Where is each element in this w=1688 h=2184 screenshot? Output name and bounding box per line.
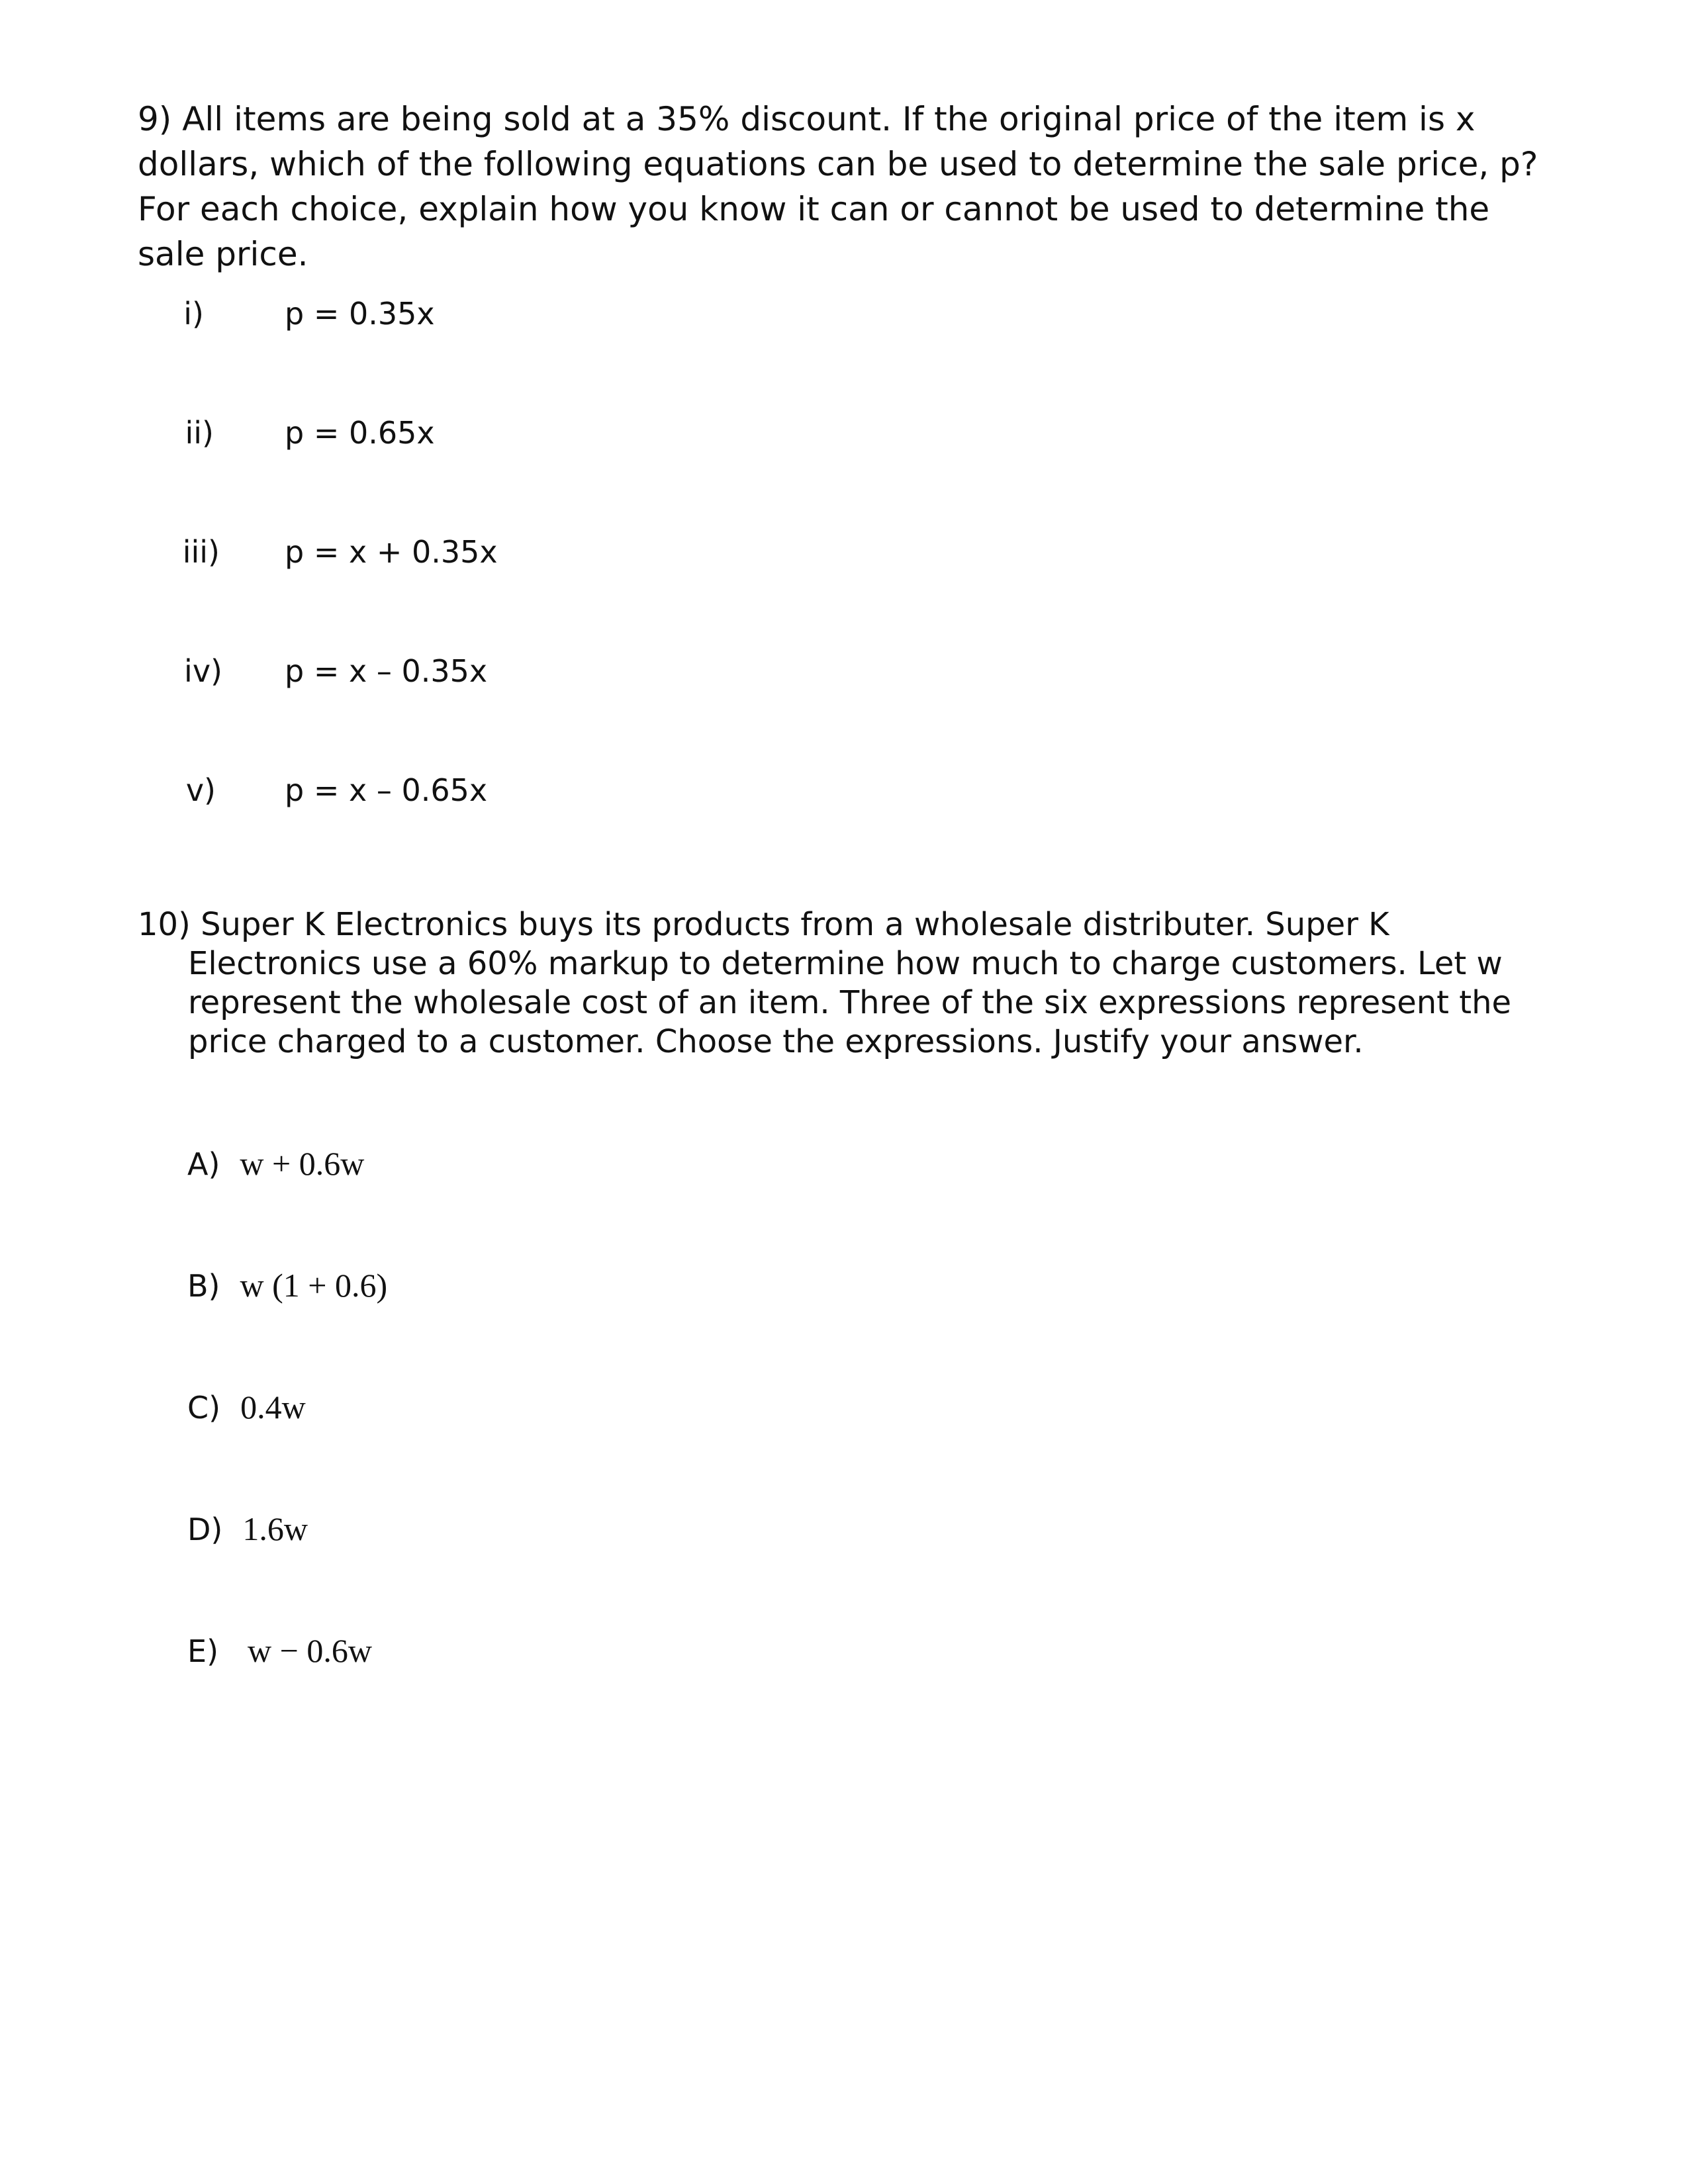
choice-equation: p = x – 0.35x (285, 653, 488, 689)
q10-choice-c (187, 1387, 306, 1428)
question-9-prompt: 9) All items are being sold at a 35% discount. If the original price of the item is x dollars, which of the following equations can be used to determine the sale price, p? For each choice, explain how you know it can or cannot be used to determine the sale price. (138, 100, 1538, 273)
choice-label: D) (187, 1512, 223, 1547)
choice-label: C) (187, 1390, 221, 1426)
choice-equation: p = 0.65x (285, 415, 435, 451)
choice-label: E) (187, 1633, 219, 1669)
choice-label: v) (185, 772, 216, 808)
choice-equation: p = 0.35x (285, 296, 435, 332)
choice-expression: w + 0.6w (240, 1145, 365, 1182)
choice-expression: 1.6w (242, 1510, 308, 1547)
choice-label: i) (183, 296, 204, 332)
q10-choice-e (187, 1631, 372, 1671)
question-10-prompt: 10) Super K Electronics buys its products from a wholesale distributer. Super K Electronics use a 60% markup to determine how much to charge customers. Let w represent the wholesale cost of an item. Three of the six expressions represent the price charged to a customer. Choose the expressions. Justify your answer. (138, 906, 1512, 1060)
q10-choice-a (187, 1144, 364, 1184)
choice-label: iii) (182, 534, 220, 570)
choice-label: B) (187, 1268, 220, 1304)
q10-choice-d (187, 1509, 308, 1549)
choice-label: iv) (184, 653, 222, 689)
choice-expression: w (1 + 0.6) (240, 1267, 388, 1304)
q10-choice-b (187, 1265, 387, 1306)
choice-equation: p = x + 0.35x (285, 534, 498, 570)
choice-label: ii) (185, 415, 214, 451)
choice-label: A) (187, 1146, 220, 1182)
choice-expression: 0.4w (240, 1388, 306, 1426)
choice-expression: w − 0.6w (248, 1632, 372, 1669)
choice-equation: p = x – 0.65x (285, 772, 488, 808)
